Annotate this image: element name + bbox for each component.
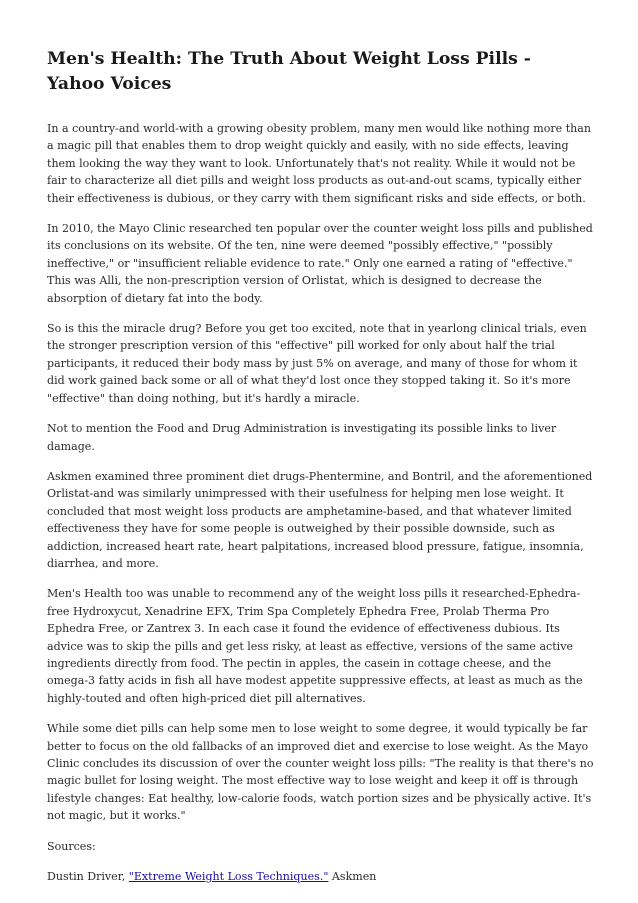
paragraph-fda: Not to mention the Food and Drug Administration is investigating its possible links to liver damage. — [47, 422, 557, 453]
source-link[interactable]: "Extreme Weight Loss Techniques." — [128, 870, 329, 884]
paragraph-mayo-clinic: In 2010, the Mayo Clinic researched ten popular over the counter weight loss pills and published its conclusions on its website. Of the ten, nine were deemed "possibly effective," "possibly ineffective," or "insufficient reliable evidence to rate." Only one earned a rating of "effective." This was Alli, the non-prescription version of Orlistat, which is designed to decrease the absorption of dietary fat into the body. — [47, 222, 593, 305]
source-citation — [47, 868, 594, 885]
sources-heading: Sources: — [47, 839, 96, 853]
document-title: Men's Health: The Truth About Weight Loss Pills - Yahoo Voices — [47, 49, 531, 94]
source-author: Dustin Driver, — [47, 870, 129, 884]
paragraph-mens-health: Men's Health too was unable to recommend any of the weight loss pills it researched-Ephedra-free Hydroxycut, Xenadrine EFX, Trim Spa Completely Ephedra Free, Prolab Therma Pro Ephedra Free, or Zantrex 3. In each case it found the evidence of effectiveness dubious. Its advice was to skip the pills and get less risky, at least as effective, versions of the same active ingredients directly from food. The pectin in apples, the casein in cottage cheese, and the omega-3 fatty acids in fish all have modest appetite suppressive effects, at least as much as the highly-touted and often high-priced diet pill alternatives. — [47, 587, 583, 705]
paragraph-intro: In a country-and world-with a growing obesity problem, many men would like nothing more than a magic pill that enables them to drop weight quickly and easily, with no side effects, leaving them looking the way they want to look. Unfortunately that's not reality. While it would not be fair to characterize all diet pills and weight loss products as out-and-out scams, typically either their effectiveness is dubious, or they carry with them significant risks and side effects, or both. — [47, 122, 591, 205]
paragraph-askmen: Askmen examined three prominent diet drugs-Phentermine, and Bontril, and the aforementioned Orlistat-and was similarly unimpressed with their usefulness for helping men lose weight. It concluded that most weight loss products are amphetamine-based, and that whatever limited effectiveness they have for some people is outweighed by their possible downside, such as addiction, increased heart rate, heart palpitations, increased blood pressure, fatigue, insomnia, diarrhea, and more. — [47, 469, 593, 570]
source-publisher: Askmen — [328, 870, 377, 884]
paragraph-miracle-drug: So is this the miracle drug? Before you get too excited, note that in yearlong clinical trials, even the stronger prescription version of this "effective" pill worked for only about half the trial participants, it reduced their body mass by just 5% on average, and many of those for whom it did work gained back some or all of what they'd lost once they stopped taking it. So it's more "effective" than doing nothing, but it's hardly a miracle. — [47, 322, 587, 405]
document-page — [47, 47, 594, 898]
paragraph-conclusion: While some diet pills can help some men to lose weight to some degree, it would typically be far better to focus on the old fallbacks of an improved diet and exercise to lose weight. As the Mayo Clinic concludes its discussion of over the counter weight loss pills: "The reality is that there's no magic bullet for losing weight. The most effective way to lose weight and keep it off is through lifestyle changes: Eat healthy, low-calorie foods, watch portion sizes and be physically active. It's not magic, but it works." — [47, 722, 594, 823]
